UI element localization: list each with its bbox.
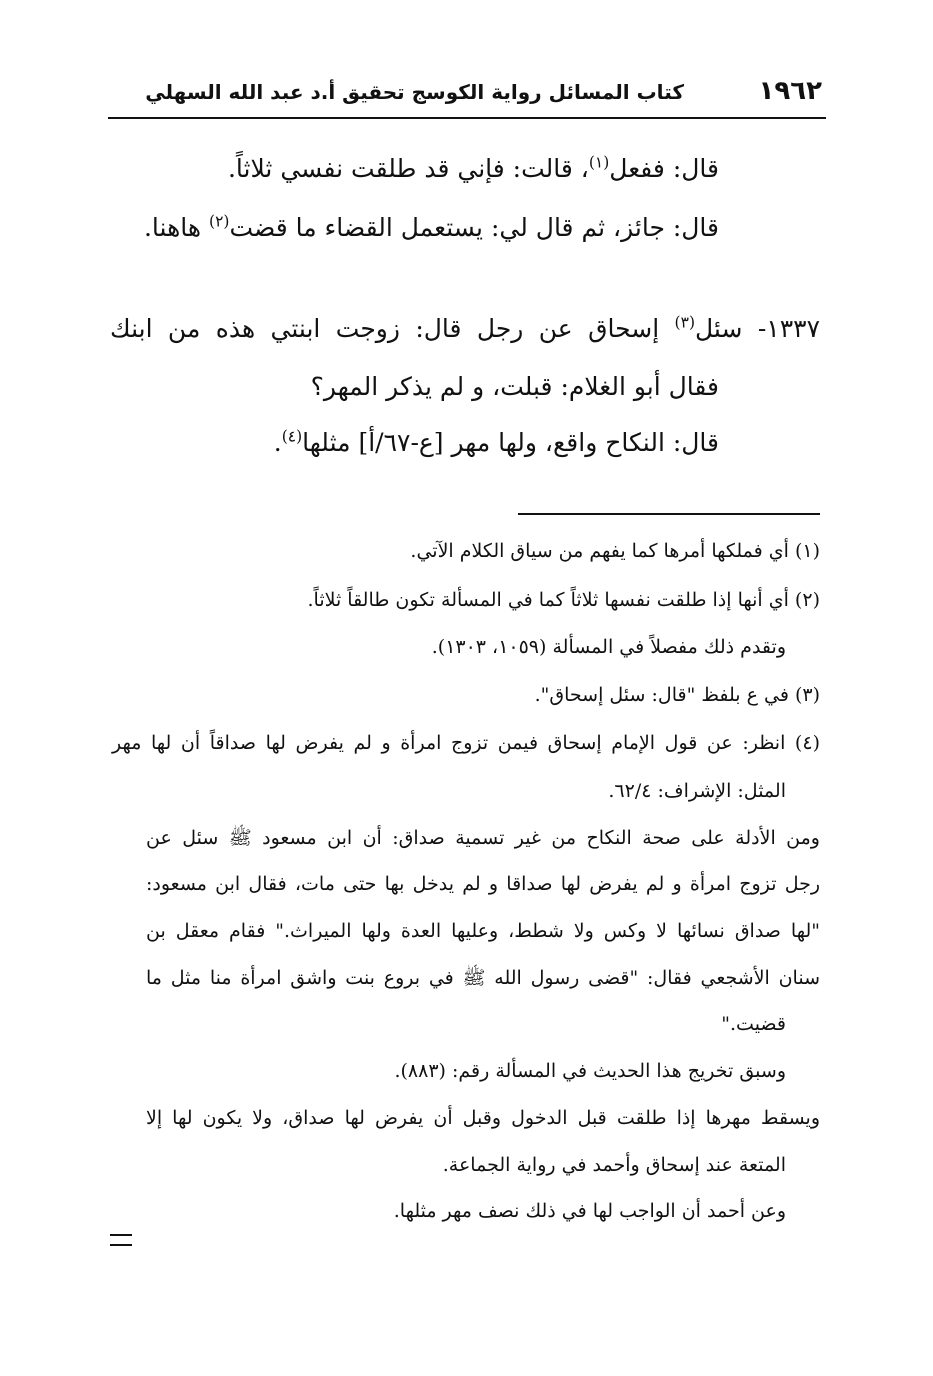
main-text: . xyxy=(273,428,282,457)
footnote-4-line-1: (٤) انظر: عن قول الإمام إسحاق فيمن تزوج امرأة و لم يفرض لها صداقاً أن لها مهر xyxy=(112,732,820,754)
main-line-1 xyxy=(228,154,719,183)
main-text: إسحاق عن رجل قال: زوجت ابنتي هذه من ابنك xyxy=(110,314,675,343)
footnote-2: (٢) أي أنها إذا طلقت نفسها ثلاثاً كما في المسألة تكون طالقاً ثلاثاً. xyxy=(307,589,820,611)
footnote-4-para2-line-2: رجل تزوج امرأة و لم يفرض لها صداقا و لم يدخل بها حتى مات، فقال ابن مسعود: xyxy=(146,873,820,895)
main-line-2 xyxy=(144,213,719,242)
main-text: فقال أبو الغلام: قبلت، و لم يذكر المهر؟ xyxy=(310,372,719,401)
footnote-ref-2: (٢) xyxy=(209,212,230,231)
footnote-divider xyxy=(518,513,820,515)
footnote-4-para2-line-3: "لها صداق نسائها لا وكس ولا شطط، وعليها العدة ولها الميراث." فقام معقل بن xyxy=(146,920,820,942)
continuation-mark xyxy=(110,1234,132,1246)
page-number: ١٩٦٢ xyxy=(758,76,822,106)
footnote-4-line-2: المثل: الإشراف: ٦٢/٤. xyxy=(608,780,786,802)
running-title: كتاب المسائل رواية الكوسج تحقيق أ.د عبد الله السهلي xyxy=(145,80,684,104)
issue-1337-line-1 xyxy=(110,314,820,343)
footnote-ref-4: (٤) xyxy=(281,427,303,446)
footnote-4-para2-line-1: ومن الأدلة على صحة النكاح من غير تسمية صداق: أن ابن مسعود ﷺ سئل عن xyxy=(146,827,820,849)
main-text: قال: النكاح واقع، ولها مهر [ع-٦٧/أ] مثلها xyxy=(302,428,719,457)
header-divider xyxy=(108,117,826,119)
footnote-3: (٣) في ع بلفظ "قال: سئل إسحاق". xyxy=(534,684,820,706)
issue-1337-line-3 xyxy=(274,428,719,457)
footnote-4-para5: وعن أحمد أن الواجب لها في ذلك نصف مهر مثلها. xyxy=(393,1200,786,1222)
main-text: ، قالت: فإني قد طلقت نفسي ثلاثاً. xyxy=(227,154,589,183)
footnote-4-para2-line-4: سنان الأشجعي فقال: "قضى رسول الله ﷺ في بروع بنت واشق امرأة منا مثل ما xyxy=(146,967,820,989)
footnote-4-para2-line-5: قضيت." xyxy=(721,1013,786,1035)
footnote-4-para4-line-1: ويسقط مهرها إذا طلقت قبل الدخول وقبل أن يفرض لها صداق، ولا يكون لها إلا xyxy=(146,1107,820,1129)
main-text: قال: جائز، ثم قال لي: يستعمل القضاء ما قضت xyxy=(229,213,719,242)
page-header xyxy=(108,68,826,116)
footnote-1: (١) أي فملكها أمرها كما يفهم من سياق الكلام الآتي. xyxy=(410,540,820,562)
main-text: هاهنا. xyxy=(143,213,210,242)
issue-1337-line-2 xyxy=(311,372,719,401)
issue-number-text: ١٣٣٧- سئل xyxy=(695,314,820,343)
footnote-ref-3: (٣) xyxy=(674,313,695,332)
main-text: قال: ففعل xyxy=(609,154,719,183)
footnote-4-para3: وسبق تخريج هذا الحديث في المسألة رقم: (٨٨٣). xyxy=(394,1060,786,1082)
footnote-2-continuation: وتقدم ذلك مفصلاً في المسألة (١٠٥٩، ١٣٠٣). xyxy=(431,636,786,658)
footnote-ref-1: (١) xyxy=(588,153,610,172)
footnote-4-para4-line-2: المتعة عند إسحاق وأحمد في رواية الجماعة. xyxy=(442,1154,786,1176)
